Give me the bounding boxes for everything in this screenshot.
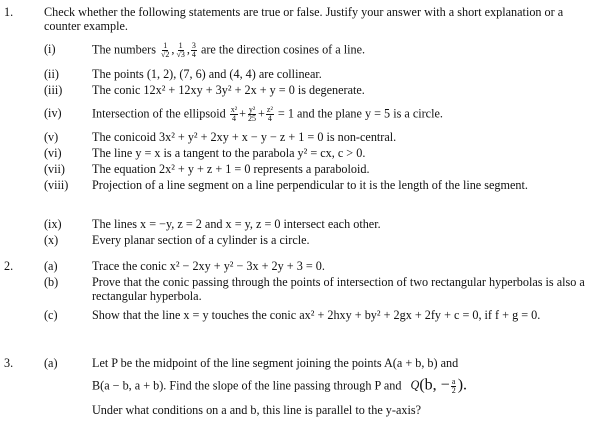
q1-item-iv [44,106,586,123]
item-label: (iv) [44,106,62,120]
item-label: (ii) [44,67,59,81]
q3-item-a [44,356,586,417]
question-2-number: 2. [4,259,14,273]
item-label: (v) [44,130,59,144]
item-label: (b) [44,275,59,289]
item-label: (i) [44,42,56,56]
fraction: $\frac{a}{2}$ [451,377,456,395]
q2-item-c [44,308,586,322]
item-label: (a) [44,356,58,370]
q3-line-2: B(a − b, a + b). Find the slope of the line passing through P and Q(b, − $\frac{a}{2}$ ). [92,376,468,395]
item-text: The conic 12x² + 12xy + 3y² + 2x + y = 0 is degenerate. [92,83,365,97]
item-text: The line y = x is a tangent to the parabola y² = cx, c > 0. [92,146,366,160]
item-label: (x) [44,233,59,247]
fraction: $\frac{3}{4}$ [191,41,196,59]
item-text: The lines x = −y, z = 2 and x = y, z = 0 intersect each other. [92,217,381,231]
q3-line-1: Let P be the midpoint of the line segment joining the points A(a + b, b) and [92,356,459,370]
fraction: $\frac{1}{√3}$ [176,41,185,59]
item-text: The conicoid 3x² + y² + 2xy + x − y − z + 1 = 0 is non-central. [92,130,397,144]
item-text: Trace the conic x² − 2xy + y² − 3x + 2y + 3 = 0. [92,259,325,273]
item-label: (ix) [44,217,62,231]
item-text: Show that the line x = y touches the conic ax² + 2hxy + by² + 2gx + 2fy + c = 0, if f + g = 0. [92,308,541,322]
item-label: (vi) [44,146,62,160]
q3-line-3: Under what conditions on a and b, this line is parallel to the y-axis? [92,403,421,417]
q1-item-vi [44,146,586,160]
item-text: Prove that the conic passing through the points of intersection of two rectangular hyperbolas is also a rectangular hyperbola. [92,275,585,303]
item-text: Projection of a line segment on a line perpendicular to it is the length of the line segment. [92,178,528,192]
q1-item-viii [44,178,586,192]
q1-item-i [44,42,586,59]
question-1-number: 1. [4,5,14,19]
q2-item-b [44,275,586,303]
item-label: (a) [44,259,58,273]
item-text: Every planar section of a cylinder is a circle. [92,233,310,247]
q1-item-x [44,233,586,247]
item-label: (viii) [44,178,69,192]
q1-item-vii [44,162,586,176]
q1-item-ii [44,67,586,81]
fraction: $\frac{\text{z²}}{4}$ [266,105,273,123]
fraction: $\frac{\text{x²}}{4}$ [230,105,238,123]
item-text: Intersection of the ellipsoid $\frac{\text{x²}}{4}$ + $\frac{\text{y²}}{25}$ + $\frac{\text{z²}}{4}$ = 1 and the plane y = 5 is a circle. [92,105,443,123]
question-1-intro: Check whether the following statements are true or false. Justify your answer with a short explanation or a counter example. [44,5,564,33]
q1-item-v [44,130,586,144]
item-text: The points (1, 2), (7, 6) and (4, 4) are collinear. [92,67,322,81]
q2-item-a [44,259,586,273]
question-3-number: 3. [4,356,14,370]
item-label: (vii) [44,162,65,176]
fraction: $\frac{\text{y²}}{25}$ [248,105,257,123]
item-text: The numbers $\frac{1}{√2}$ , $\frac{1}{√3}$ , $\frac{3}{4}$ are the direction cosines of a line. [92,41,366,59]
q1-item-ix [44,217,586,231]
item-label: (iii) [44,83,63,97]
q1-item-iii [44,83,586,97]
item-text [92,356,586,417]
item-label: (c) [44,308,58,322]
item-text: The equation 2x² + y + z + 1 = 0 represents a paraboloid. [92,162,370,176]
fraction: $\frac{1}{√2}$ [161,41,170,59]
